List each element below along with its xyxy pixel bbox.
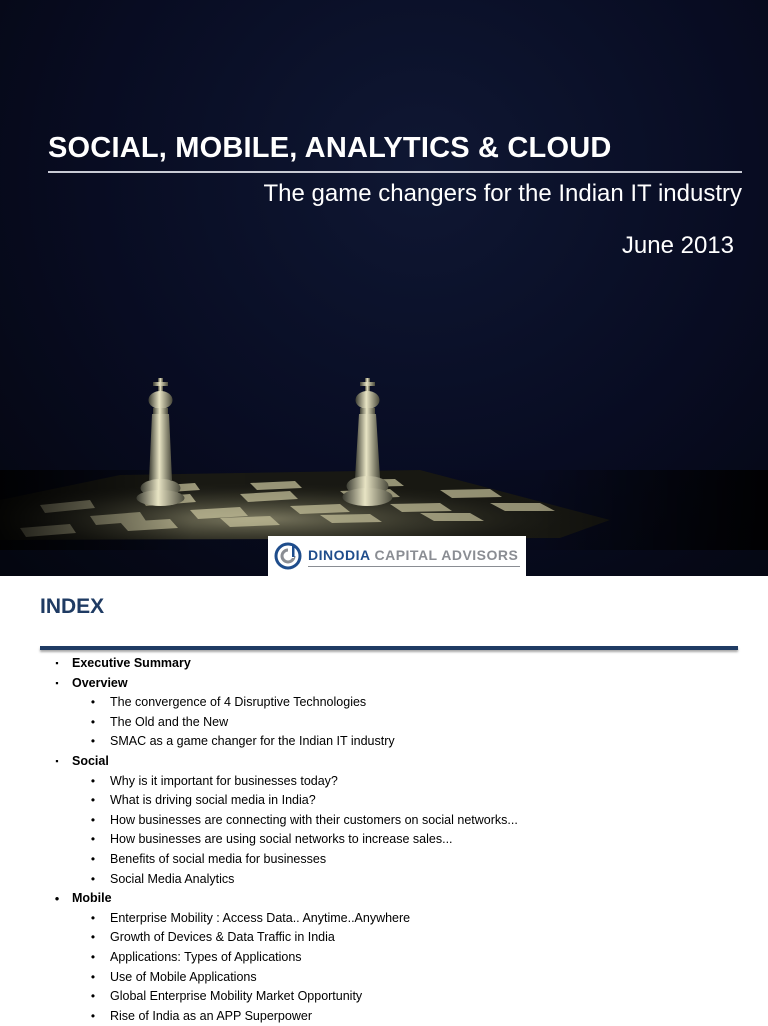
logo-tagline: CAPITAL ADVISORS: [374, 547, 519, 563]
logo-brand-name: DINODIA: [308, 547, 371, 563]
toc-subsection-item: [0, 1007, 768, 1026]
company-logo: [268, 536, 526, 576]
bullet-icon: •: [90, 989, 96, 1004]
bullet-icon: ▪: [55, 755, 59, 766]
bullet-icon: •: [90, 871, 96, 886]
toc-subsection-item: [0, 811, 768, 831]
bullet-icon: •: [90, 832, 96, 847]
toc-subsection-item: [0, 928, 768, 948]
toc-item-label: What is driving social media in India?: [110, 793, 316, 808]
toc-subsection-item: [0, 948, 768, 968]
toc-subsection-item: [0, 909, 768, 929]
toc-item-label: Benefits of social media for businesses: [110, 851, 327, 866]
toc-item-label: Use of Mobile Applications: [110, 969, 257, 984]
bullet-icon: •: [90, 910, 96, 925]
index-title: INDEX: [40, 595, 105, 618]
index-divider: [40, 646, 738, 650]
bullet-icon: •: [90, 949, 96, 964]
toc-item-label: The convergence of 4 Disruptive Technologies: [110, 695, 367, 710]
bullet-icon: •: [90, 793, 96, 808]
toc-section-item: [0, 674, 768, 694]
bullet-icon: ▪: [55, 677, 59, 688]
toc-section-item: [0, 889, 768, 909]
toc-item-label: Social Media Analytics: [110, 871, 235, 886]
toc-item-label: Growth of Devices & Data Traffic in India: [110, 930, 335, 945]
cover-title: SOCIAL, MOBILE, ANALYTICS & CLOUD: [48, 132, 612, 164]
toc-item-label: The Old and the New: [110, 714, 229, 729]
cover-subtitle: The game changers for the Indian IT industry: [263, 180, 742, 207]
bullet-icon: •: [90, 969, 96, 984]
toc-item-label: Global Enterprise Mobility Market Opportunity: [110, 989, 363, 1004]
toc-subsection-item: [0, 791, 768, 811]
toc-item-label: Enterprise Mobility : Access Data.. Anytime..Anywhere: [110, 910, 411, 925]
toc-subsection-item: [0, 987, 768, 1007]
title-divider: [48, 171, 742, 173]
toc-item-label: Executive Summary: [72, 656, 191, 670]
bullet-icon: •: [90, 851, 96, 866]
bullet-icon: •: [54, 891, 60, 907]
chessboard-image: [0, 370, 768, 550]
toc-subsection-item: [0, 693, 768, 713]
toc-item-label: Mobile: [72, 891, 112, 906]
toc-item-label: How businesses are using social networks to increase sales...: [110, 832, 453, 847]
bullet-icon: ▪: [55, 658, 59, 668]
toc-item-label: How businesses are connecting with their customers on social networks...: [110, 812, 518, 827]
dinodia-logo-icon: [274, 542, 302, 570]
bullet-icon: •: [90, 695, 96, 710]
index-slide: [0, 576, 768, 1024]
toc-item-label: SMAC as a game changer for the Indian IT industry: [110, 734, 395, 749]
logo-wordmark: [308, 547, 518, 563]
toc-item-label: Applications: Types of Applications: [110, 949, 302, 964]
bullet-icon: •: [90, 773, 96, 788]
toc-item-label: Social: [72, 753, 109, 768]
toc-subsection-item: [0, 870, 768, 890]
toc-item-label: Why is it important for businesses today?: [110, 773, 338, 788]
toc-item-label: Overview: [72, 675, 128, 690]
bullet-icon: •: [90, 1008, 96, 1023]
toc-subsection-item: [0, 850, 768, 870]
table-of-contents: [0, 654, 768, 1026]
toc-subsection-item: [0, 830, 768, 850]
bullet-icon: •: [90, 930, 96, 945]
logo-underline: [308, 566, 520, 567]
toc-section-item: [0, 654, 768, 674]
toc-subsection-item: [0, 732, 768, 752]
bullet-icon: •: [90, 714, 96, 729]
toc-subsection-item: [0, 968, 768, 988]
bullet-icon: •: [90, 812, 96, 827]
toc-subsection-item: [0, 772, 768, 792]
cover-date: June 2013: [621, 232, 734, 259]
toc-item-label: Rise of India as an APP Superpower: [110, 1008, 312, 1023]
toc-section-item: [0, 752, 768, 772]
toc-subsection-item: [0, 713, 768, 733]
bullet-icon: •: [90, 734, 96, 749]
